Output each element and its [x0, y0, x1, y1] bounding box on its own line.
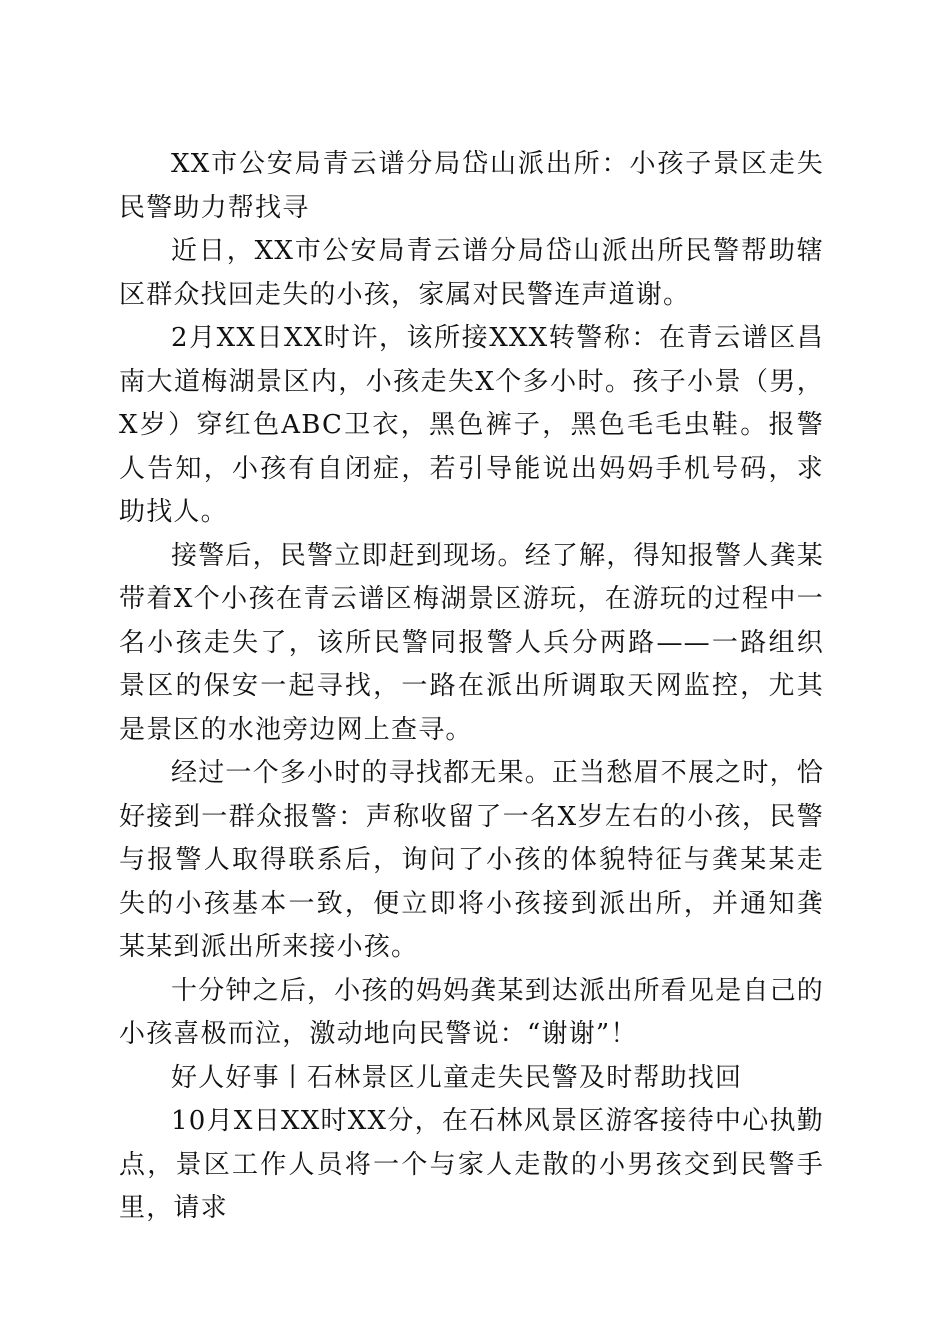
paragraph-report: 2月XX日XX时许，该所接XXX转警称：在青云谱区昌南大道梅湖景区内，小孩走失X个多小时。孩子小景（男，X岁）穿红色ABC卫衣，黑色裤子，黑色毛毛虫鞋。报警人告知，小孩有自闭症，若引导能说出妈妈手机号码，求助找人。 — [119, 323, 824, 527]
paragraph-search: 经过一个多小时的寻找都无果。正当愁眉不展之时，恰好接到一群众报警：声称收留了一名X岁左右的小孩，民警与报警人取得联系后，询问了小孩的体貌特征与龚某某走失的小孩基本一致，便立即将小孩接到派出所，并通知龚某某到派出所来接小孩。 — [119, 758, 824, 962]
paragraph-reunion: 十分钟之后，小孩的妈妈龚某到达派出所看见是自己的小孩喜极而泣，激动地向民警说：“谢谢”！ — [119, 975, 824, 1049]
paragraph-response: 接警后，民警立即赶到现场。经了解，得知报警人龚某带着X个小孩在青云谱区梅湖景区游玩，在游玩的过程中一名小孩走失了，该所民警同报警人兵分两路——一路组织景区的保安一起寻找，一路在派出所调取天网监控，尤其是景区的水池旁边网上查寻。 — [119, 540, 824, 745]
paragraph-second-case: 10月X日XX时XX分，在石林风景区游客接待中心执勤点，景区工作人员将一个与家人走散的小男孩交到民警手里，请求 — [119, 1106, 824, 1223]
document-page — [119, 143, 824, 1231]
paragraph-intro: 近日，XX市公安局青云谱分局岱山派出所民警帮助辖区群众找回走失的小孩，家属对民警连声道谢。 — [119, 236, 824, 310]
article-title-2: 好人好事丨石林景区儿童走失民警及时帮助找回 — [171, 1062, 743, 1093]
article-title-1: XX市公安局青云谱分局岱山派出所：小孩子景区走失民警助力帮找寻 — [119, 149, 824, 223]
